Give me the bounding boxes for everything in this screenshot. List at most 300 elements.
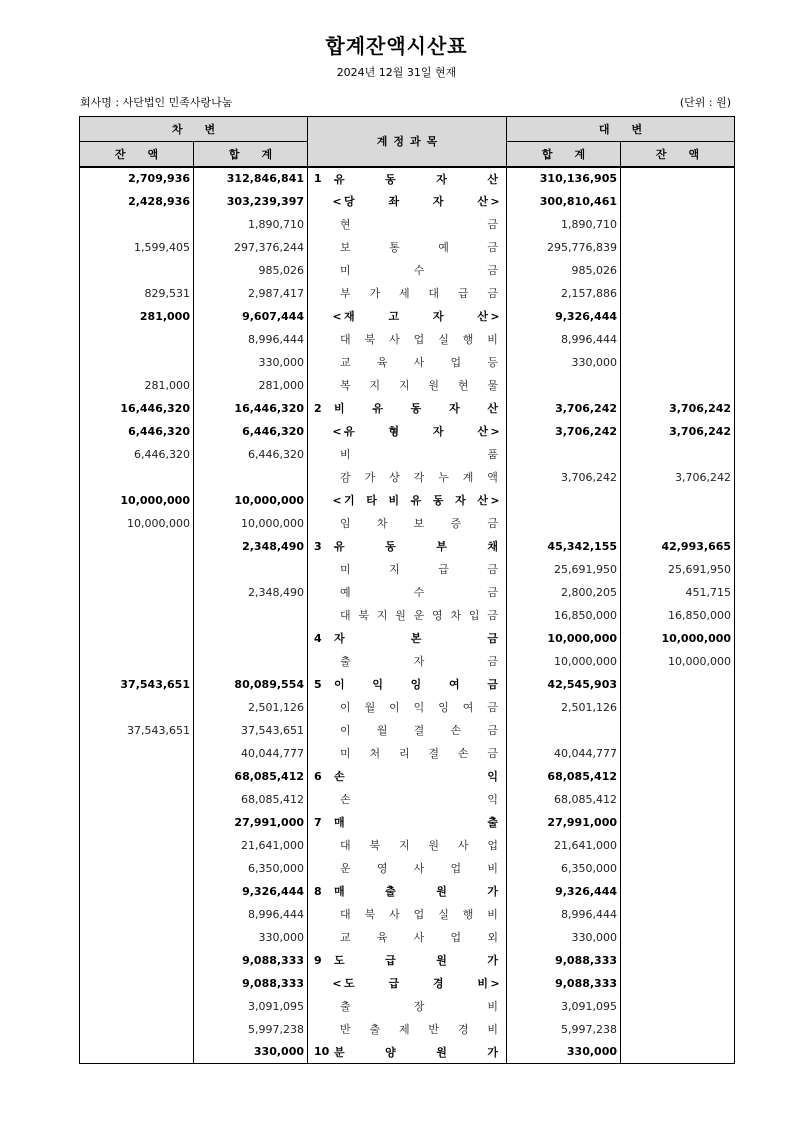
credit-balance-cell: 10,000,000: [621, 627, 735, 650]
table-row: [80, 397, 735, 420]
account-name: 이 월 이 익 잉 여 금: [340, 701, 498, 714]
account-number: 7: [314, 815, 322, 829]
account-cell: [308, 374, 507, 397]
credit-total-cell: 40,044,777: [507, 742, 621, 765]
account-name: 교 육 사 업 등: [340, 356, 498, 369]
credit-balance-cell: [621, 949, 735, 972]
debit-balance-cell: [80, 880, 194, 903]
account-label: [314, 469, 500, 485]
credit-total-cell: [507, 443, 621, 466]
account-cell: [308, 489, 507, 512]
report-date: 2024년 12월 31일 현재: [336, 66, 457, 79]
table-row: [80, 742, 735, 765]
credit-total-cell: 3,706,242: [507, 420, 621, 443]
debit-total-cell: 6,446,320: [194, 443, 308, 466]
account-label: [314, 561, 500, 577]
account-name: 도 급 경 비: [344, 977, 489, 990]
account-label: [314, 515, 500, 531]
account-cell: [308, 719, 507, 742]
account-cell: [308, 466, 507, 489]
debit-total-cell: 330,000: [194, 926, 308, 949]
account-name: 매 출: [334, 816, 499, 829]
debit-header: 차변: [80, 117, 308, 142]
account-number: 6: [314, 769, 322, 783]
table-row: [80, 259, 735, 282]
debit-balance-cell: [80, 765, 194, 788]
account-cell: [308, 581, 507, 604]
account-name: 자 본 금: [334, 632, 498, 645]
debit-total-cell: 303,239,397: [194, 190, 308, 213]
account-label: [314, 929, 500, 945]
credit-balance-cell: [621, 374, 735, 397]
debit-total-cell: 10,000,000: [194, 512, 308, 535]
account-name: 예 수 금: [340, 586, 498, 599]
table-row: [80, 903, 735, 926]
table-row: [80, 558, 735, 581]
debit-total-cell: 8,996,444: [194, 328, 308, 351]
credit-total-cell: 10,000,000: [507, 627, 621, 650]
trial-balance-table: [79, 116, 735, 1064]
account-name: 출 자 금: [340, 655, 498, 668]
account-label: [314, 791, 500, 807]
table-row: [80, 236, 735, 259]
account-number: 5: [314, 677, 322, 691]
debit-total-cell: 1,890,710: [194, 213, 308, 236]
table-row: [80, 765, 735, 788]
debit-total-cell: [194, 627, 308, 650]
table-row: [80, 719, 735, 742]
account-label: [314, 630, 500, 646]
credit-balance-cell: [621, 719, 735, 742]
account-number: 1: [314, 172, 322, 185]
table-row: [80, 443, 735, 466]
account-name: 교 육 사 업 외: [340, 931, 498, 944]
group-bracket-close: >: [490, 493, 500, 507]
account-cell: [308, 834, 507, 857]
table-body: [80, 167, 735, 1064]
account-label: [314, 883, 500, 899]
credit-balance-cell: [621, 167, 735, 190]
account-name: 대 북 사 업 실 행 비: [340, 333, 498, 346]
credit-total-cell: [507, 719, 621, 742]
table-row: [80, 420, 735, 443]
account-label: [314, 699, 500, 715]
credit-total-cell: 25,691,950: [507, 558, 621, 581]
credit-balance-cell: [621, 811, 735, 834]
debit-total-cell: 6,446,320: [194, 420, 308, 443]
credit-header: 대변: [507, 117, 735, 142]
debit-total-cell: 6,350,000: [194, 857, 308, 880]
table-row: [80, 190, 735, 213]
credit-total-cell: 16,850,000: [507, 604, 621, 627]
debit-balance-cell: [80, 328, 194, 351]
credit-total-cell: 2,800,205: [507, 581, 621, 604]
account-name: 손 익: [334, 770, 499, 783]
account-label: [314, 952, 500, 968]
account-label: [314, 377, 500, 393]
debit-total-cell: 9,088,333: [194, 972, 308, 995]
credit-balance-cell: [621, 351, 735, 374]
debit-total-cell: 5,997,238: [194, 1018, 308, 1041]
debit-total-cell: 80,089,554: [194, 673, 308, 696]
account-number: 3: [314, 539, 322, 553]
debit-balance-cell: [80, 995, 194, 1018]
account-cell: [308, 1018, 507, 1041]
account-number: 9: [314, 953, 322, 967]
debit-balance-cell: [80, 834, 194, 857]
debit-balance-cell: [80, 259, 194, 282]
debit-balance-cell: 2,709,936: [80, 167, 194, 190]
debit-total-cell: 27,991,000: [194, 811, 308, 834]
account-cell: [308, 167, 507, 190]
credit-balance-cell: 25,691,950: [621, 558, 735, 581]
debit-balance-cell: 1,599,405: [80, 236, 194, 259]
account-name: 이 익 잉 여 금: [334, 678, 498, 691]
account-label: [314, 860, 500, 876]
debit-total-cell: [194, 558, 308, 581]
account-cell: [308, 512, 507, 535]
account-label: [314, 653, 500, 669]
account-label: [314, 584, 500, 600]
account-cell: [308, 627, 507, 650]
account-cell: [308, 420, 507, 443]
credit-total-cell: 42,545,903: [507, 673, 621, 696]
account-cell: [308, 604, 507, 627]
credit-balance-cell: [621, 1018, 735, 1041]
account-label: [314, 607, 500, 623]
credit-balance-cell: [621, 742, 735, 765]
account-cell: [308, 880, 507, 903]
debit-balance-cell: 2,428,936: [80, 190, 194, 213]
credit-balance-cell: 3,706,242: [621, 466, 735, 489]
credit-total-cell: [507, 489, 621, 512]
account-cell: [308, 857, 507, 880]
account-label: [314, 262, 500, 278]
account-name: 도 급 원 가: [334, 954, 498, 967]
account-name: 이 월 결 손 금: [340, 724, 498, 737]
debit-total-cell: 3,091,095: [194, 995, 308, 1018]
account-number: 10: [314, 1045, 330, 1059]
account-label: [314, 423, 500, 439]
account-label: [314, 239, 500, 255]
account-cell: [308, 903, 507, 926]
credit-balance-cell: [621, 1041, 735, 1064]
debit-balance-cell: 37,543,651: [80, 673, 194, 696]
credit-balance-cell: [621, 443, 735, 466]
credit-balance-cell: 10,000,000: [621, 650, 735, 673]
table-row: [80, 926, 735, 949]
account-cell: [308, 995, 507, 1018]
credit-balance-cell: [621, 213, 735, 236]
credit-total-cell: 6,350,000: [507, 857, 621, 880]
account-label: [314, 285, 500, 301]
account-label: [314, 814, 500, 830]
credit-balance-cell: 42,993,665: [621, 535, 735, 558]
credit-total-cell: 27,991,000: [507, 811, 621, 834]
debit-total-cell: 10,000,000: [194, 489, 308, 512]
debit-total-cell: 281,000: [194, 374, 308, 397]
account-number: 2: [314, 401, 322, 415]
credit-total-cell: 9,326,444: [507, 305, 621, 328]
credit-total-cell: [507, 374, 621, 397]
debit-total-cell: 40,044,777: [194, 742, 308, 765]
credit-total-cell: 21,641,000: [507, 834, 621, 857]
credit-total-cell: 3,706,242: [507, 466, 621, 489]
debit-total-cell: 9,088,333: [194, 949, 308, 972]
account-cell: [308, 259, 507, 282]
account-label: [314, 308, 500, 324]
credit-balance-cell: [621, 489, 735, 512]
account-label: [314, 975, 500, 991]
account-name: 매 출 원 가: [334, 885, 498, 898]
account-name: 유 동 자 산: [334, 172, 498, 186]
debit-balance-cell: 16,446,320: [80, 397, 194, 420]
credit-total-cell: 985,026: [507, 259, 621, 282]
debit-total-cell: 2,348,490: [194, 581, 308, 604]
group-bracket-open: <: [332, 493, 342, 507]
credit-total-cell: 45,342,155: [507, 535, 621, 558]
credit-total-cell: 330,000: [507, 351, 621, 374]
account-name: 유 동 부 채: [334, 540, 498, 553]
credit-balance-cell: [621, 903, 735, 926]
credit-balance-cell: [621, 190, 735, 213]
debit-balance-cell: [80, 903, 194, 926]
debit-total-cell: 2,348,490: [194, 535, 308, 558]
account-label: [314, 331, 500, 347]
account-cell: [308, 673, 507, 696]
debit-balance-cell: [80, 788, 194, 811]
account-name: 비 유 동 자 산: [334, 402, 498, 415]
account-cell: [308, 696, 507, 719]
debit-balance-cell: [80, 742, 194, 765]
account-cell: [308, 328, 507, 351]
group-bracket-open: <: [332, 424, 342, 438]
credit-balance-cell: [621, 995, 735, 1018]
table-row: [80, 673, 735, 696]
debit-balance-cell: [80, 696, 194, 719]
credit-total-cell: 68,085,412: [507, 788, 621, 811]
credit-balance-cell: [621, 236, 735, 259]
group-bracket-close: >: [490, 424, 500, 438]
account-name: 대 북 지 원 사 업: [340, 839, 498, 852]
account-header: 계정과목: [308, 117, 507, 167]
account-cell: [308, 236, 507, 259]
credit-balance-cell: 16,850,000: [621, 604, 735, 627]
credit-total-cell: 9,326,444: [507, 880, 621, 903]
credit-balance-cell: [621, 673, 735, 696]
account-cell: [308, 650, 507, 673]
account-number: 8: [314, 884, 322, 898]
report-title: 합계잔액시산표: [325, 34, 468, 58]
account-label: [314, 446, 500, 462]
table-row: [80, 512, 735, 535]
currency-unit: (단위 : 원): [679, 96, 731, 109]
debit-balance-cell: [80, 627, 194, 650]
debit-balance-cell: [80, 811, 194, 834]
credit-balance-cell: [621, 972, 735, 995]
credit-total-cell: 2,157,886: [507, 282, 621, 305]
account-name: 손 익: [340, 793, 499, 806]
debit-balance-cell: [80, 949, 194, 972]
account-label: [314, 1021, 500, 1037]
group-bracket-close: >: [490, 194, 500, 208]
account-name: 보 통 예 금: [340, 241, 498, 254]
account-cell: [308, 351, 507, 374]
table-row: [80, 305, 735, 328]
table-row: [80, 834, 735, 857]
account-name: 반 출 제 반 경 비: [340, 1023, 498, 1036]
table-row: [80, 489, 735, 512]
debit-total-cell: 68,085,412: [194, 765, 308, 788]
credit-total-cell: [507, 512, 621, 535]
debit-balance-cell: [80, 581, 194, 604]
account-label: [314, 492, 500, 508]
table-row: [80, 811, 735, 834]
debit-balance-cell: [80, 926, 194, 949]
credit-balance-cell: [621, 259, 735, 282]
account-name: 유 형 자 산: [344, 425, 489, 438]
debit-balance-cell: 37,543,651: [80, 719, 194, 742]
account-label: [314, 171, 500, 187]
account-name: 출 장 비: [340, 1000, 498, 1013]
account-label: [314, 676, 500, 692]
account-name: 미 지 급 금: [340, 563, 498, 576]
table-row: [80, 328, 735, 351]
debit-total-cell: 312,846,841: [194, 167, 308, 190]
table-row: [80, 696, 735, 719]
credit-balance-cell: [621, 765, 735, 788]
account-cell: [308, 213, 507, 236]
debit-total-cell: 16,446,320: [194, 397, 308, 420]
account-cell: [308, 742, 507, 765]
debit-balance-cell: [80, 604, 194, 627]
credit-balance-cell: [621, 328, 735, 351]
debit-balance-cell: [80, 351, 194, 374]
table-row: [80, 857, 735, 880]
table-row: [80, 972, 735, 995]
debit-total-cell: 21,641,000: [194, 834, 308, 857]
credit-total-cell: 330,000: [507, 1041, 621, 1064]
account-label: [314, 400, 500, 416]
debit-balance-cell: [80, 1018, 194, 1041]
table-row: [80, 788, 735, 811]
account-name: 복 지 지 원 현 물: [340, 379, 498, 392]
account-name: 분 양 원 가: [334, 1045, 498, 1059]
credit-total-cell: 3,706,242: [507, 397, 621, 420]
credit-total-header: 합계: [507, 142, 621, 167]
table-row: [80, 167, 735, 190]
account-name: 대 북 사 업 실 행 비: [340, 908, 498, 921]
debit-balance-cell: [80, 972, 194, 995]
account-name: 감 가 상 각 누 계 액: [340, 471, 498, 484]
debit-balance-cell: [80, 650, 194, 673]
debit-balance-cell: [80, 1041, 194, 1064]
account-cell: [308, 535, 507, 558]
account-name: 기 타 비 유 동 자 산: [344, 494, 488, 507]
debit-balance-cell: 281,000: [80, 374, 194, 397]
credit-total-cell: 8,996,444: [507, 903, 621, 926]
account-label: [314, 906, 500, 922]
table-row: [80, 1041, 735, 1064]
debit-balance-cell: [80, 558, 194, 581]
table-row: [80, 650, 735, 673]
account-cell: [308, 282, 507, 305]
table-row: [80, 627, 735, 650]
account-name: 미 처 리 결 손 금: [340, 747, 498, 760]
account-cell: [308, 788, 507, 811]
group-bracket-open: <: [332, 309, 342, 323]
debit-total-cell: 330,000: [194, 351, 308, 374]
credit-total-cell: 9,088,333: [507, 949, 621, 972]
table-row: [80, 1018, 735, 1041]
account-cell: [308, 397, 507, 420]
account-name: 당 좌 자 산: [344, 195, 489, 208]
debit-total-cell: 2,501,126: [194, 696, 308, 719]
account-cell: [308, 765, 507, 788]
debit-total-header: 합계: [194, 142, 308, 167]
credit-balance-cell: [621, 788, 735, 811]
account-cell: [308, 443, 507, 466]
credit-total-cell: 9,088,333: [507, 972, 621, 995]
debit-total-cell: 8,996,444: [194, 903, 308, 926]
account-cell: [308, 972, 507, 995]
account-cell: [308, 558, 507, 581]
table-row: [80, 282, 735, 305]
account-cell: [308, 190, 507, 213]
account-label: [314, 998, 500, 1014]
account-name: 미 수 금: [340, 264, 498, 277]
credit-total-cell: 310,136,905: [507, 167, 621, 190]
debit-total-cell: [194, 650, 308, 673]
debit-total-cell: 330,000: [194, 1041, 308, 1064]
account-number: 4: [314, 631, 322, 645]
debit-balance-cell: 281,000: [80, 305, 194, 328]
account-name: 대 북 지 원 운 영 차 입 금: [340, 609, 498, 622]
credit-balance-cell: [621, 696, 735, 719]
table-row: [80, 995, 735, 1018]
debit-balance-header: 잔액: [80, 142, 194, 167]
account-label: [314, 216, 500, 232]
credit-balance-cell: 3,706,242: [621, 397, 735, 420]
debit-balance-cell: 6,446,320: [80, 420, 194, 443]
credit-balance-header: 잔액: [621, 142, 735, 167]
credit-total-cell: 3,091,095: [507, 995, 621, 1018]
account-label: [314, 193, 500, 209]
group-bracket-open: <: [332, 194, 342, 208]
account-label: [314, 745, 500, 761]
table-row: [80, 351, 735, 374]
table-row: [80, 949, 735, 972]
debit-total-cell: 297,376,244: [194, 236, 308, 259]
debit-total-cell: 9,607,444: [194, 305, 308, 328]
table-row: [80, 604, 735, 627]
credit-balance-cell: [621, 926, 735, 949]
account-label: [314, 722, 500, 738]
credit-balance-cell: [621, 282, 735, 305]
debit-balance-cell: [80, 213, 194, 236]
account-cell: [308, 949, 507, 972]
account-label: [314, 837, 500, 853]
debit-balance-cell: 829,531: [80, 282, 194, 305]
credit-total-cell: 8,996,444: [507, 328, 621, 351]
account-cell: [308, 811, 507, 834]
debit-total-cell: [194, 466, 308, 489]
debit-total-cell: [194, 604, 308, 627]
table-row: [80, 374, 735, 397]
debit-total-cell: 68,085,412: [194, 788, 308, 811]
debit-balance-cell: [80, 466, 194, 489]
debit-balance-cell: 10,000,000: [80, 512, 194, 535]
